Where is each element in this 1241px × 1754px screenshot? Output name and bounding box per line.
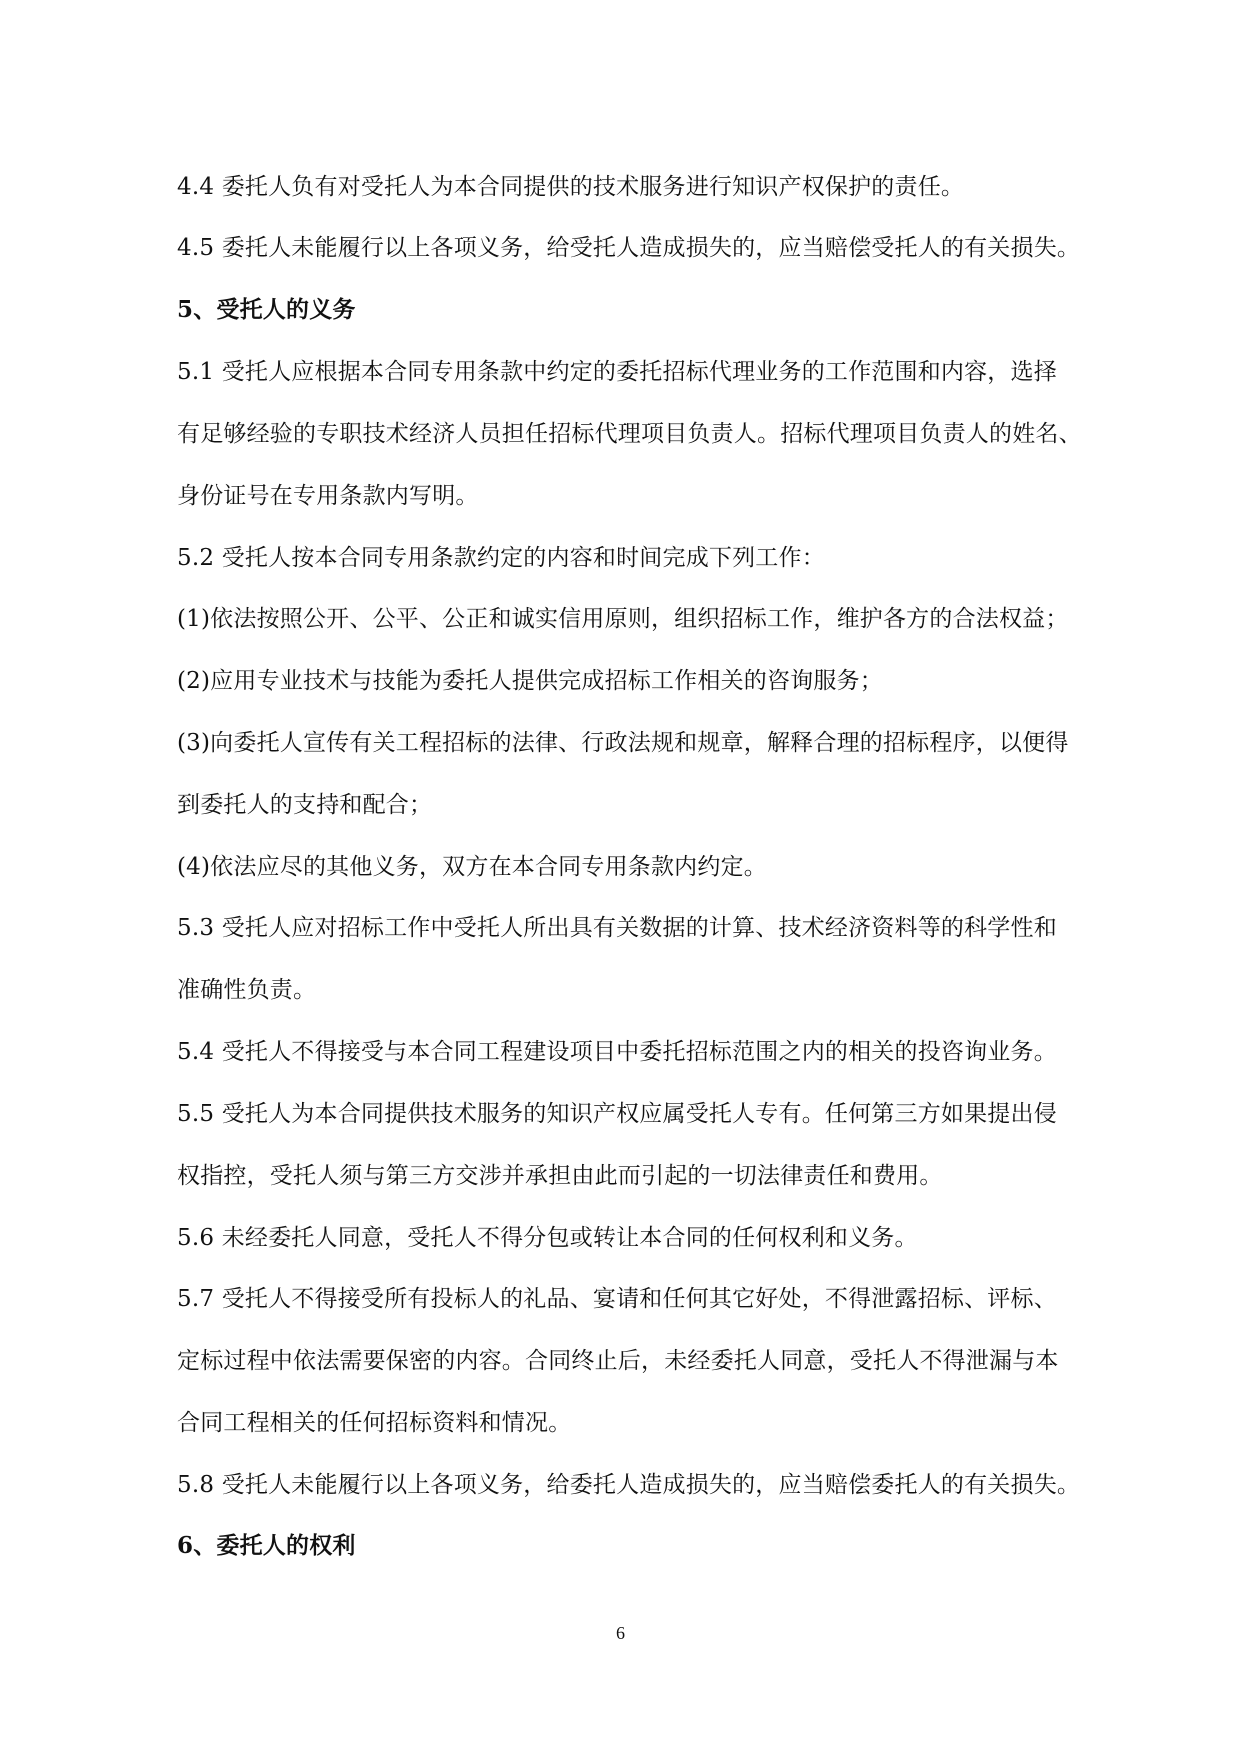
paragraph-line: 定标过程中依法需要保密的内容。合同终止后，未经委托人同意，受托人不得泄漏与本 [177,1348,1059,1374]
paragraph-line: 5.3 受托人应对招标工作中受托人所出具有关数据的计算、技术经济资料等的科学性和 [177,915,1057,941]
paragraph-line: (3)向委托人宣传有关工程招标的法律、行政法规和规章，解释合理的招标程序，以便得 [177,730,1069,756]
paragraph-line: 5.1 受托人应根据本合同专用条款中约定的委托招标代理业务的工作范围和内容，选择 [177,359,1057,385]
paragraph-line: (2)应用专业技术与技能为委托人提供完成招标工作相关的咨询服务； [177,668,883,694]
paragraph-line: 4.5 委托人未能履行以上各项义务，给受托人造成损失的，应当赔偿受托人的有关损失。 [177,235,1081,261]
paragraph-line: 5.5 受托人为本合同提供技术服务的知识产权应属受托人专有。任何第三方如果提出侵 [177,1101,1057,1127]
paragraph-line: 5.6 未经委托人同意，受托人不得分包或转让本合同的任何权利和义务。 [177,1225,918,1251]
paragraph-line: 5.4 受托人不得接受与本合同工程建设项目中委托招标范围之内的相关的投咨询业务。 [177,1039,1057,1065]
paragraph-line: 合同工程相关的任何招标资料和情况。 [177,1410,572,1436]
paragraph-line: 到委托人的支持和配合； [177,792,433,818]
paragraph-line: 权指控，受托人须与第三方交涉并承担由此而引起的一切法律责任和费用。 [177,1163,943,1189]
paragraph-line: 身份证号在专用条款内写明。 [177,483,479,509]
paragraph-line: 4.4 委托人负有对受托人为本合同提供的技术服务进行知识产权保护的责任。 [177,174,965,200]
page-number: 6 [616,1623,625,1643]
paragraph-line: 5.2 受托人按本合同专用条款约定的内容和时间完成下列工作： [177,545,825,571]
paragraph-line: 5.7 受托人不得接受所有投标人的礼品、宴请和任何其它好处，不得泄露招标、评标、 [177,1286,1057,1312]
paragraph-line: 5.8 受托人未能履行以上各项义务，给委托人造成损失的，应当赔偿委托人的有关损失。 [177,1472,1081,1498]
paragraph-line: (4)依法应尽的其他义务，双方在本合同专用条款内约定。 [177,854,767,880]
paragraph-line: 有足够经验的专职技术经济人员担任招标代理项目负责人。招标代理项目负责人的姓名、 [177,421,1082,447]
paragraph-line: (1)依法按照公开、公平、公正和诚实信用原则，组织招标工作，维护各方的合法权益； [177,606,1069,632]
section-heading: 6、委托人的权利 [177,1532,356,1559]
paragraph-line: 准确性负责。 [177,977,317,1003]
section-heading: 5、受托人的义务 [177,296,356,323]
